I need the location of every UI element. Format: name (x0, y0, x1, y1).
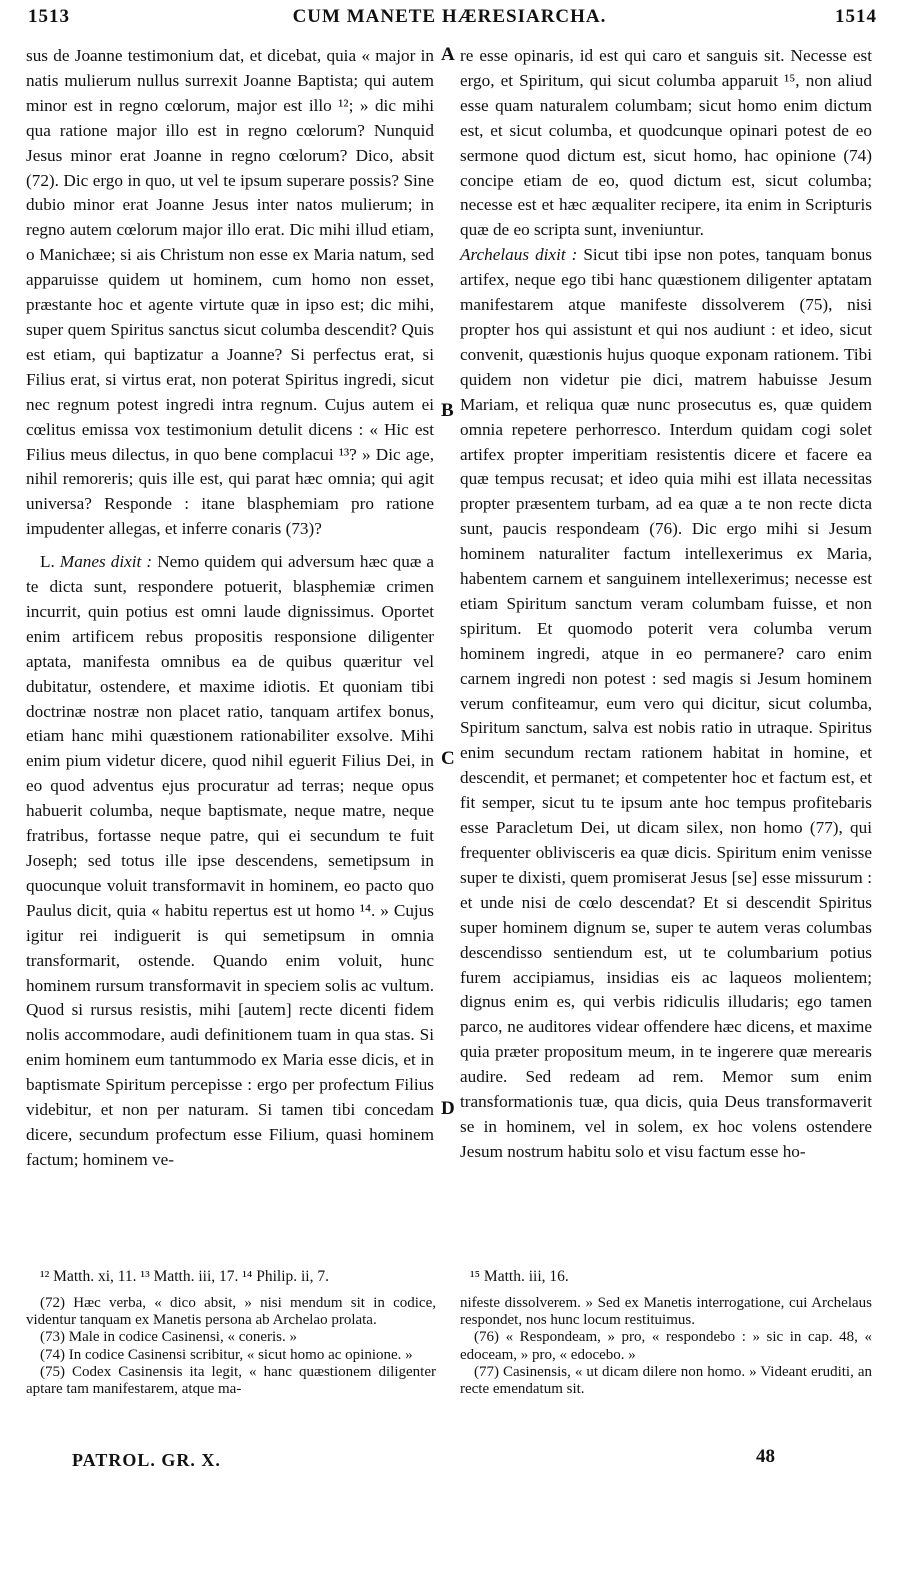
page-number-right: 1514 (835, 6, 877, 27)
footnote: (74) In codice Casinensi scribitur, « sicut homo ac opinione. » (40, 1346, 413, 1363)
footnote: (72) Hæc verba, « dico absit, » nisi mendum sit in codice, videntur tanquam ex Manetis persona ab Archelao prolata. (26, 1295, 436, 1329)
section-number: L. (40, 552, 55, 572)
left-column (26, 44, 434, 1173)
scripture-references-left: ¹² Matth. xi, 11. ¹³ Matth. iii, 17. ¹⁴ Philip. ii, 7. (40, 1268, 329, 1285)
right-paragraph-2-text: Sicut tibi ipse non potes, tanquam bonus artifex, neque ego tibi hanc quæstionem diligenter aptatam manifestarem atque manifeste dissolverem (75), nisi propter hos qui assistunt et qui nos audiunt : et ideo, sicut convenit, quæstionis hujus quoque exponam rationem. Tibi quidem non videtur pie dici, matrem habuisse Jesum Mariam, et reliqua quæ nunc prosecutus es, quæ quidem omnia repetere perhorresco. Interdum quidam cogi solet artifex propter imperitiam resistentis dicere et facere ea quæ tempus recusat; et ideo quia mihi est illata necessitas propter præsentem turbam, ad ea quæ a te non recte dicta sunt, paucis respondeam (76). Dic ergo mihi si Jesum hominem naturaliter factum intellexerimus ex Maria, habentem carnem et sanguinem intellexerimus; necesse est etiam Spiritum sanctum veram columbam fuisse, et non spiritum. Et quomodo poterit vera columba verum hominem ingredi, atque in eo permanere? caro enim carnem ingredi non potest : sed magis si Jesum hominem verum confiteamur, eum vero qui dicitur, sicut columba, Spiritum sanctum, salva est nobis ratio in utraque. Spiritus enim secundum rectam rationem habitat in homine, et descendit, et permanet; et competenter hoc et factum est, et fit semper, sicut tu te ipsum ante hoc tempus profitebaris esse Paracletum Dei, ut dicam silex, non homo (77), qui frequenter oblivisceris ea quæ dicis. Spiritum enim venisse super te dixisti, quem promiserat Jesus [se] esse missurum : et unde nisi de cœlo descendat? Et si descendit Spiritus super hominem dignum se, super te autem veras columbas descendisso sentiendum est, ut te columbarium potius furem accipiamus, insidias eis ac laqueos molientem; dignus enim es, qui verbis ridiculis illudaris; ego tamen parco, ne auditores videar offendere hæc dicens, et maxime quia præter propositum meum, in te ingerere quæ merearis audire. Sed redeam ad rem. Memor sum enim transformationis tuæ, qua dicis, quia Deus transformaverit se in hominem, vel in solem, ex hoc volens ostendere Jesum nostrum habitu solo et visu factum esse ho- (460, 245, 873, 1161)
margin-marker-a: A (441, 44, 455, 65)
footnote: (76) « Respondeam, » pro, « respondebo : » sic in cap. 48, « edoceam, » pro, « edocebo. » (460, 1329, 872, 1363)
page-number-left: 1513 (28, 6, 70, 27)
footnotes-left (26, 1295, 436, 1398)
scripture-references-right: ¹⁵ Matth. iii, 16. (470, 1268, 569, 1285)
left-paragraph-1: sus de Joanne testimonium dat, et dicebat, quia « major in natis mulierum nullus surrexit Joanne Baptista; qui autem minor est in regno cœlorum, major est illo ¹²; » dic mihi qua ratione major illo est in regno cœlorum? Nunquid Jesus minor erat Joanne in regno cœlorum? Dico, absit (72). Dic ergo in quo, ut vel te ipsum superare possis? Sine dubio minor erat Joanne Jesus inter natos mulierum; in regno autem cœlorum major illo erat. Dic mihi illud etiam, o Manichæe; si ais Christum non esse ex Maria natum, sed apparuisse quidem ut hominem, cum homo non esset, præstante hoc et agente virtute quæ in ipso est; dic mihi, super quem Spiritus sanctus sicut columba descendit? Quis est etiam, qui baptizatur a Joanne? Si perfectus erat, si Filius erat, si virtus erat, non poterat Spiritus ingredi, sicut nec regnum potest ingredi intra regnum. Cujus autem ei cœlitus emissa vox testimonium detulit dicens : « Hic est Filius meus dilectus, in quo bene complacui ¹³? » Dic age, nihil remoreris; quis ille est, qui parat hæc omnia; qui agit universa? Responde : itane blasphemiam pro ratione impudenter allegas, et inferre conaris (73)? (26, 46, 434, 539)
footer-sheet-number: 48 (756, 1446, 775, 1467)
right-paragraph-2 (460, 243, 872, 1165)
footnote: (77) Casinensis, « ut dicam dilere non homo. » Videant eruditi, an recte emendatum sit. (460, 1363, 872, 1398)
footer-signature: PATROL. GR. X. (72, 1450, 221, 1470)
speaker-label: Manes dixit : (59, 552, 153, 572)
footnote: (73) Male in codice Casinensi, « coneris. » (40, 1329, 298, 1346)
footnote: (75) Codex Casinensis ita legit, « hanc quæstionem diligenter aptare tam manifestarem, atque ma- (26, 1363, 436, 1398)
left-paragraph-2 (26, 550, 434, 1173)
left-paragraph-2-text: Nemo quidem qui adversum hæc quæ a te dicta sunt, respondere potuerit, blasphemiæ crimen incurrit, quin potius est omni laude dignissimus. Oportet enim artificem rebus propositis responsione diligenter aptata, manifesta omnibus ea de quibus quæritur vel dubitatur, ostendere, et maxime idiotis. Et quoniam tibi doctrinæ nostræ non placet ratio, tanquam artifex bonus, etiam hanc mihi quæstionem rationabiliter exsolve. Mihi enim pium videtur dicere, quod nihil eguerit Filius Dei, in eo quod adventus ejus procuratur ad terras; neque opus habuerit columba, neque baptismate, neque matre, neque fratribus, fortasse neque patre, qui ei secundum te fuit Joseph; sed totus ille ipse descendens, semetipsum in quocunque voluit transformavit in hominem, eo pacto quo Paulus dicit, quia « habitu repertus est ut homo ¹⁴. » Cujus igitur rei indiguerit is qui semetipsum in omnia transformarit, ostende. Quando enim voluit, hunc hominem rursum transformavit in speciem solis ac vultum. Quod si rursus resistis, mihi [autem] recte dicenti fidem nolis accommodare, audi definitionem tuam in qua stas. Si enim hominem eum tantummodo ex Maria esse dicis, et in baptismate Spiritum percepisse : ergo per profectum Filius videbitur, et non per naturam. Si tamen tibi concedam dicere, secundum profectum esse Filium, quasi hominem factum; hominem ve- (26, 552, 434, 1169)
page-header (0, 0, 899, 40)
margin-marker-b: B (441, 400, 454, 421)
right-column (460, 44, 872, 1165)
footnote: nifeste dissolverem. » Sed ex Manetis interrogatione, cui Archelaus respondet, nos hunc locum restituimus. (460, 1295, 872, 1329)
margin-marker-d: D (441, 1098, 455, 1119)
speaker-label: Archelaus dixit : (460, 245, 578, 265)
footnotes-right (460, 1295, 872, 1398)
right-paragraph-1: re esse opinaris, id est qui caro et sanguis sit. Necesse est ergo, et Spiritum, qui sicut columba apparuit ¹⁵, non aliud esse quam naturalem columbam; sicut homo enim dictum est, et sicut columba, et quodcunque opinari potest de eo sermone quod dictum est, sicut homo, hac opinione (74) concipe etiam de eo, quod dictum est, sicut columba; necesse est et hæc æqualiter recipere, ita enim in Scripturis quæ de eo scripta sunt, inveniuntur. (460, 46, 872, 240)
running-title: CUM MANETE HÆRESIARCHA. (292, 6, 607, 27)
margin-marker-c: C (441, 748, 455, 769)
